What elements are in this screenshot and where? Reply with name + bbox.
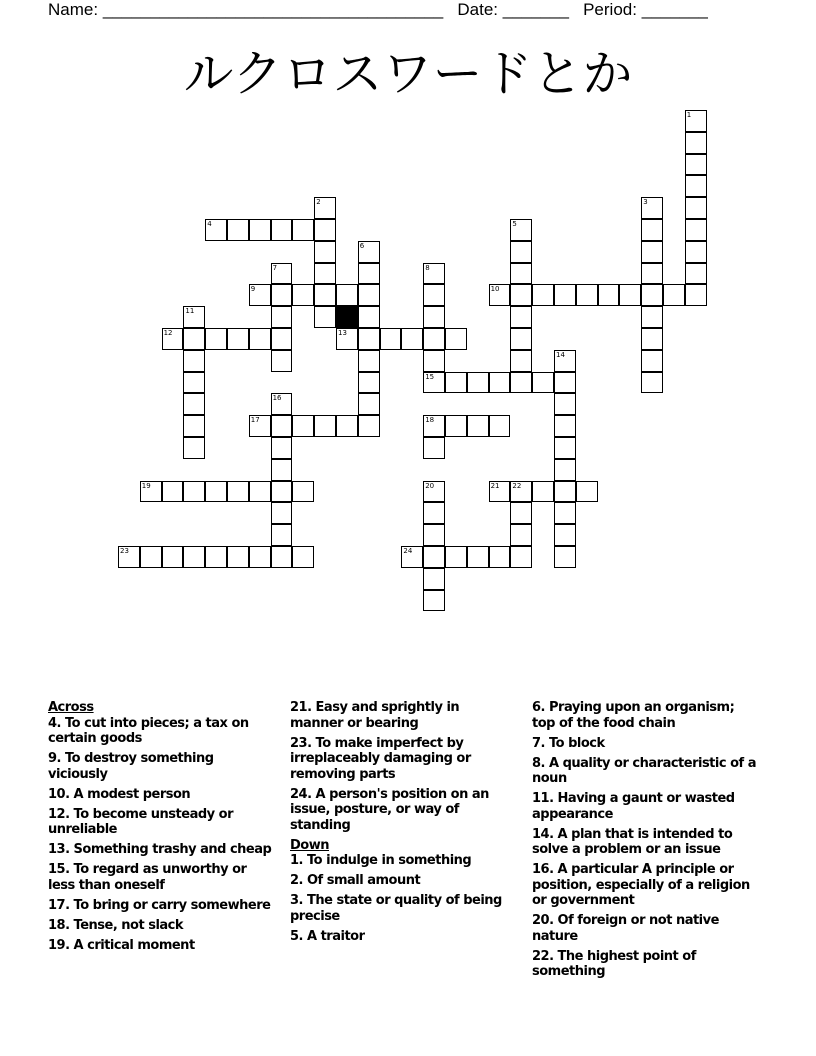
grid-cell[interactable] [292, 546, 314, 568]
grid-cell[interactable] [489, 284, 511, 306]
grid-cell[interactable] [489, 481, 511, 503]
grid-cell[interactable] [510, 481, 532, 503]
clue-number: 10 [490, 285, 500, 294]
clue-number: 5 [512, 220, 517, 228]
grid-cell[interactable] [271, 284, 293, 306]
grid-cell[interactable] [249, 328, 271, 350]
grid-cell[interactable] [249, 415, 271, 437]
date-label: Date: [457, 0, 498, 19]
clue-number: 3 [643, 198, 648, 207]
grid-cell[interactable] [685, 241, 707, 263]
clue-item: 22. The highest point of something [532, 948, 696, 979]
grid-cell[interactable] [336, 415, 358, 437]
clue-item: 21. Easy and sprightly in manner or bearing [290, 700, 460, 731]
grid-cell[interactable] [554, 437, 576, 459]
grid-cell[interactable] [685, 154, 707, 176]
grid-cell[interactable] [183, 546, 205, 568]
grid-cell[interactable] [205, 328, 227, 350]
grid-cell[interactable] [292, 415, 314, 437]
grid-cell[interactable] [685, 132, 707, 154]
grid-cell[interactable] [249, 219, 271, 241]
grid-cell[interactable] [510, 306, 532, 328]
grid-cell[interactable] [183, 328, 205, 350]
grid-cell[interactable] [205, 219, 227, 241]
clue-column-3 [532, 700, 758, 984]
grid-cell[interactable] [271, 415, 293, 437]
grid-cell[interactable] [423, 306, 445, 328]
grid-cell[interactable] [292, 219, 314, 241]
grid-cell[interactable] [314, 284, 336, 306]
clue-item: 5. A traitor [290, 928, 365, 944]
clue-number: 14 [556, 350, 565, 359]
grid-cell[interactable] [510, 524, 532, 546]
grid-cell[interactable] [358, 241, 380, 263]
clue-item: 15. To regard as unworthy or less than oneself [48, 862, 247, 893]
clue-number: 6 [359, 241, 365, 250]
grid-cell[interactable] [183, 393, 205, 415]
clue-item: 9. To destroy something viciously [48, 751, 214, 782]
grid-cell[interactable] [314, 306, 336, 328]
page-title: ルクロスワードとか [183, 45, 633, 103]
grid-cell[interactable] [401, 328, 423, 350]
grid-cell[interactable] [641, 241, 663, 263]
grid-cell[interactable] [358, 284, 380, 306]
grid-cell[interactable] [532, 481, 554, 503]
grid-cell[interactable] [271, 328, 293, 350]
grid-cell[interactable] [249, 546, 271, 568]
grid-cell[interactable] [118, 546, 140, 568]
clue-item: 12. To become unsteady or unreliable [48, 806, 234, 837]
grid-cell[interactable] [445, 328, 467, 350]
grid-cell[interactable] [336, 284, 358, 306]
grid-black-cell [336, 306, 358, 328]
clue-section-heading: Down [290, 837, 329, 853]
clue-item: 1. To indulge in something [290, 853, 472, 868]
grid-cell[interactable] [358, 393, 380, 415]
grid-cell[interactable] [271, 502, 293, 524]
grid-cell[interactable] [162, 481, 184, 503]
clue-number: 17 [250, 416, 260, 425]
grid-cell[interactable] [685, 197, 707, 219]
clue-item: 18. Tense, not slack [48, 917, 184, 933]
grid-cell[interactable] [271, 263, 293, 285]
grid-cell[interactable] [205, 481, 227, 503]
clue-number: 16 [272, 394, 282, 403]
grid-cell[interactable] [271, 524, 293, 546]
clue-number: 11 [185, 307, 195, 316]
grid-cell[interactable] [249, 284, 271, 306]
clue-number: 19 [141, 481, 151, 490]
grid-cell[interactable] [576, 481, 598, 503]
grid-cell[interactable] [183, 372, 205, 394]
grid-cell[interactable] [271, 219, 293, 241]
clue-item: 4. To cut into pieces; a tax on certain goods [48, 715, 249, 746]
grid-cell[interactable] [641, 284, 663, 306]
grid-cell[interactable] [183, 350, 205, 372]
grid-cell[interactable] [641, 372, 663, 394]
grid-cell[interactable] [510, 372, 532, 394]
grid-cell[interactable] [685, 263, 707, 285]
grid-cell[interactable] [510, 219, 532, 241]
clue-number: 18 [425, 416, 435, 425]
clue-item: 10. A modest person [48, 786, 191, 802]
grid-cell[interactable] [554, 459, 576, 481]
clue-item: 14. A plan that is intended to solve a problem or an issue [532, 826, 733, 857]
date-field[interactable]: _______ [502, 0, 569, 19]
grid-cell[interactable] [314, 219, 336, 241]
grid-cell[interactable] [183, 437, 205, 459]
grid-cell[interactable] [401, 546, 423, 568]
clue-number: 21 [490, 481, 500, 490]
grid-cell[interactable] [510, 284, 532, 306]
grid-cell[interactable] [162, 546, 184, 568]
grid-cell[interactable] [271, 481, 293, 503]
grid-cell[interactable] [358, 263, 380, 285]
grid-cell[interactable] [249, 481, 271, 503]
clue-item: 8. A quality or characteristic of a noun [532, 755, 756, 786]
clue-item: 19. A critical moment [48, 937, 195, 953]
grid-cell[interactable] [380, 328, 402, 350]
name-label: Name: [48, 0, 99, 19]
grid-cell[interactable] [554, 372, 576, 394]
grid-cell[interactable] [685, 219, 707, 241]
clue-section-heading: Across [48, 700, 94, 715]
grid-cell[interactable] [423, 590, 445, 612]
grid-cell[interactable] [423, 328, 445, 350]
grid-cell[interactable] [358, 328, 380, 350]
grid-cell[interactable] [314, 197, 336, 219]
grid-cell[interactable] [271, 393, 293, 415]
grid-cell[interactable] [467, 372, 489, 394]
clue-item: 7. To block [532, 735, 605, 751]
grid-cell[interactable] [445, 372, 467, 394]
grid-cell[interactable] [489, 372, 511, 394]
grid-cell[interactable] [685, 110, 707, 132]
grid-cell[interactable] [445, 546, 467, 568]
grid-cell[interactable] [510, 263, 532, 285]
grid-cell[interactable] [641, 306, 663, 328]
clue-item: 6. Praying upon an organism; top of the food chain [532, 700, 735, 731]
grid-cell[interactable] [183, 481, 205, 503]
grid-cell[interactable] [358, 415, 380, 437]
grid-cell[interactable] [554, 481, 576, 503]
name-field[interactable]: ____________________________________ [102, 0, 444, 19]
clue-number: 4 [207, 220, 212, 228]
grid-cell[interactable] [510, 350, 532, 372]
grid-cell[interactable] [271, 437, 293, 459]
clue-number: 13 [338, 329, 347, 337]
grid-cell[interactable] [489, 415, 511, 437]
grid-cell[interactable] [445, 415, 467, 437]
grid-cell[interactable] [641, 219, 663, 241]
grid-cell[interactable] [554, 546, 576, 568]
grid-cell[interactable] [271, 459, 293, 481]
grid-cell[interactable] [423, 546, 445, 568]
grid-cell[interactable] [292, 481, 314, 503]
clue-number: 15 [425, 372, 435, 381]
grid-cell[interactable] [554, 502, 576, 524]
grid-cell[interactable] [314, 263, 336, 285]
grid-cell[interactable] [685, 284, 707, 306]
grid-cell[interactable] [510, 546, 532, 568]
grid-cell[interactable] [423, 437, 445, 459]
grid-cell[interactable] [183, 306, 205, 328]
clue-item: 11. Having a gaunt or wasted appearance [532, 791, 735, 822]
clue-item: 3. The state or quality of being precise [290, 893, 502, 924]
grid-cell[interactable] [358, 306, 380, 328]
grid-cell[interactable] [227, 481, 249, 503]
grid-cell[interactable] [271, 546, 293, 568]
clue-item: 2. Of small amount [290, 873, 421, 888]
grid-cell[interactable] [423, 415, 445, 437]
clue-number: 24 [403, 547, 413, 555]
grid-cell[interactable] [423, 524, 445, 546]
grid-cell[interactable] [227, 219, 249, 241]
clue-number: 22 [512, 481, 522, 490]
grid-cell[interactable] [423, 350, 445, 372]
grid-cell[interactable] [423, 502, 445, 524]
grid-cell[interactable] [423, 372, 445, 394]
clue-number: 9 [250, 285, 256, 294]
grid-cell[interactable] [685, 175, 707, 197]
grid-cell[interactable] [314, 415, 336, 437]
grid-cell[interactable] [641, 197, 663, 219]
grid-cell[interactable] [423, 481, 445, 503]
clue-item: 13. Something trashy and cheap [48, 842, 272, 857]
clue-item: 24. A person's position on an issue, posture, or way of standing [290, 786, 489, 833]
grid-cell[interactable] [554, 415, 576, 437]
grid-cell[interactable] [619, 284, 641, 306]
grid-cell[interactable] [423, 568, 445, 590]
grid-cell[interactable] [314, 241, 336, 263]
clue-number: 23 [120, 547, 129, 555]
clue-column-2 [290, 700, 516, 949]
grid-cell[interactable] [598, 284, 620, 306]
grid-cell[interactable] [532, 284, 554, 306]
clue-number: 12 [163, 329, 173, 337]
grid-cell[interactable] [641, 328, 663, 350]
grid-cell[interactable] [292, 284, 314, 306]
period-field[interactable]: _______ [641, 0, 708, 19]
clue-item: 16. A particular A principle or position, especially of a religion or government [532, 862, 750, 908]
grid-cell[interactable] [140, 481, 162, 503]
grid-cell[interactable] [554, 350, 576, 372]
grid-cell[interactable] [271, 306, 293, 328]
grid-cell[interactable] [510, 328, 532, 350]
grid-cell[interactable] [510, 241, 532, 263]
grid-cell[interactable] [162, 328, 184, 350]
clue-number: 8 [425, 263, 430, 272]
clue-item: 17. To bring or carry somewhere [48, 897, 271, 913]
grid-cell[interactable] [510, 502, 532, 524]
grid-cell[interactable] [140, 546, 162, 568]
grid-cell[interactable] [358, 350, 380, 372]
clue-item: 23. To make imperfect by irreplaceably damaging or removing parts [290, 735, 471, 782]
grid-cell[interactable] [271, 350, 293, 372]
clue-number: 20 [425, 481, 435, 490]
grid-cell[interactable] [183, 415, 205, 437]
grid-cell[interactable] [423, 263, 445, 285]
grid-cell[interactable] [554, 393, 576, 415]
grid-cell[interactable] [467, 415, 489, 437]
grid-cell[interactable] [663, 284, 685, 306]
grid-cell[interactable] [641, 350, 663, 372]
grid-cell[interactable] [532, 372, 554, 394]
clue-number: 7 [272, 263, 278, 272]
grid-cell[interactable] [227, 546, 249, 568]
grid-cell[interactable] [205, 546, 227, 568]
clue-column-1 [48, 700, 274, 958]
grid-cell[interactable] [641, 263, 663, 285]
grid-cell[interactable] [554, 524, 576, 546]
grid-cell[interactable] [554, 284, 576, 306]
grid-cell[interactable] [227, 328, 249, 350]
grid-cell[interactable] [423, 284, 445, 306]
grid-cell[interactable] [336, 328, 358, 350]
grid-cell[interactable] [467, 546, 489, 568]
period-label: Period: [583, 0, 637, 19]
grid-cell[interactable] [358, 372, 380, 394]
grid-cell[interactable] [489, 546, 511, 568]
grid-cell[interactable] [576, 284, 598, 306]
clue-number: 1 [686, 111, 692, 119]
clue-item: 20. Of foreign or not native nature [532, 913, 719, 944]
clue-number: 2 [316, 198, 321, 207]
